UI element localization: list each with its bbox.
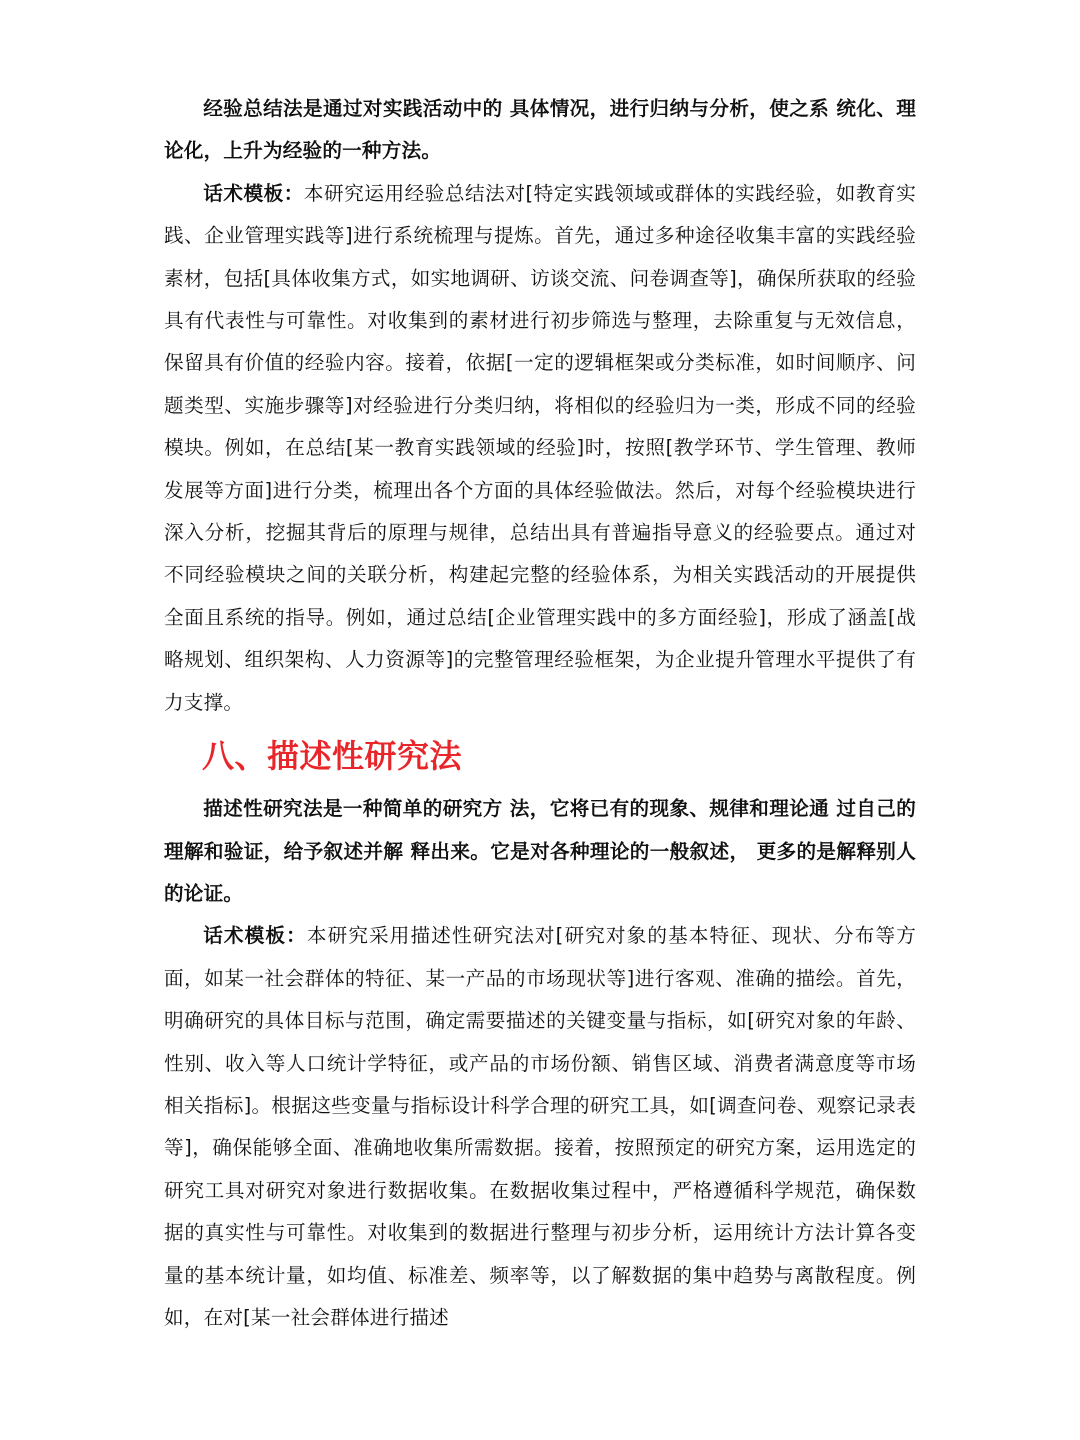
experience-summary-template bbox=[164, 173, 916, 724]
template-text: 本研究运用经验总结法对[特定实践领域或群体的实践经验，如教育实践、企业管理实践等]进行系统梳理与提炼。首先，通过多种途径收集丰富的实践经验素材，包括[具体收集方式，如实地调研、访谈交流、问卷调查等]，确保所获取的经验具有代表性与可靠性。对收集到的素材进行初步筛选与整理，去除重复与无效信息，保留具有价值的经验内容。接着，依据[一定的逻辑框架或分类标准，如时间顺序、问题类型、实施步骤等]对经验进行分类归纳，将相似的经验归为一类，形成不同的经验模块。例如，在总结[某一教育实践领域的经验]时，按照[教学环节、学生管理、教师发展等方面]进行分类，梳理出各个方面的具体经验做法。然后，对每个经验模块进行深入分析，挖掘其背后的原理与规律，总结出具有普遍指导意义的经验要点。通过对不同经验模块之间的关联分析，构建起完整的经验体系，为相关实践活动的开展提供全面且系统的指导。例如，通过总结[企业管理实践中的多方面经验]，形成了涵盖[战略规划、组织架构、人力资源等]的完整管理经验框架，为企业提升管理水平提供了有力支撑。 bbox=[164, 181, 917, 714]
descriptive-research-template bbox=[164, 915, 916, 1339]
experience-summary-definition: 经验总结法是通过对实践活动中的 具体情况，进行归纳与分析，使之系 统化、理论化，上升为经验的一种方法。 bbox=[164, 97, 916, 163]
template-text: 本研究采用描述性研究法对[研究对象的基本特征、现状、分布等方面，如某一社会群体的特征、某一产品的市场现状等]进行客观、准确的描绘。首先，明确研究的具体目标与范围，确定需要描述的关键变量与指标，如[研究对象的年龄、性别、收入等人口统计学特征，或产品的市场份额、销售区域、消费者满意度等市场相关指标]。根据这些变量与指标设计科学合理的研究工具，如[调查问卷、观察记录表等]，确保能够全面、准确地收集所需数据。接着，按照预定的研究方案，运用选定的研究工具对研究对象进行数据收集。在数据收集过程中，严格遵循科学规范，确保数据的真实性与可靠性。对收集到的数据进行整理与初步分析，运用统计方法计算各变量的基本统计量，如均值、标准差、频率等，以了解数据的集中趋势与离散程度。例如，在对[某一社会群体进行描述 bbox=[164, 924, 916, 1329]
document-page bbox=[164, 88, 916, 1339]
section-heading-descriptive-research: 八、描述性研究法 bbox=[202, 737, 463, 776]
template-label: 话术模板： bbox=[203, 924, 307, 948]
descriptive-research-definition: 描述性研究法是一种简单的研究方 法，它将已有的现象、规律和理论通 过自己的理解和验证，给予叙述并解 释出来。它是对各种理论的一般叙述， 更多的是解释别人的论证。 bbox=[164, 797, 916, 905]
template-label: 话术模板： bbox=[203, 181, 304, 205]
